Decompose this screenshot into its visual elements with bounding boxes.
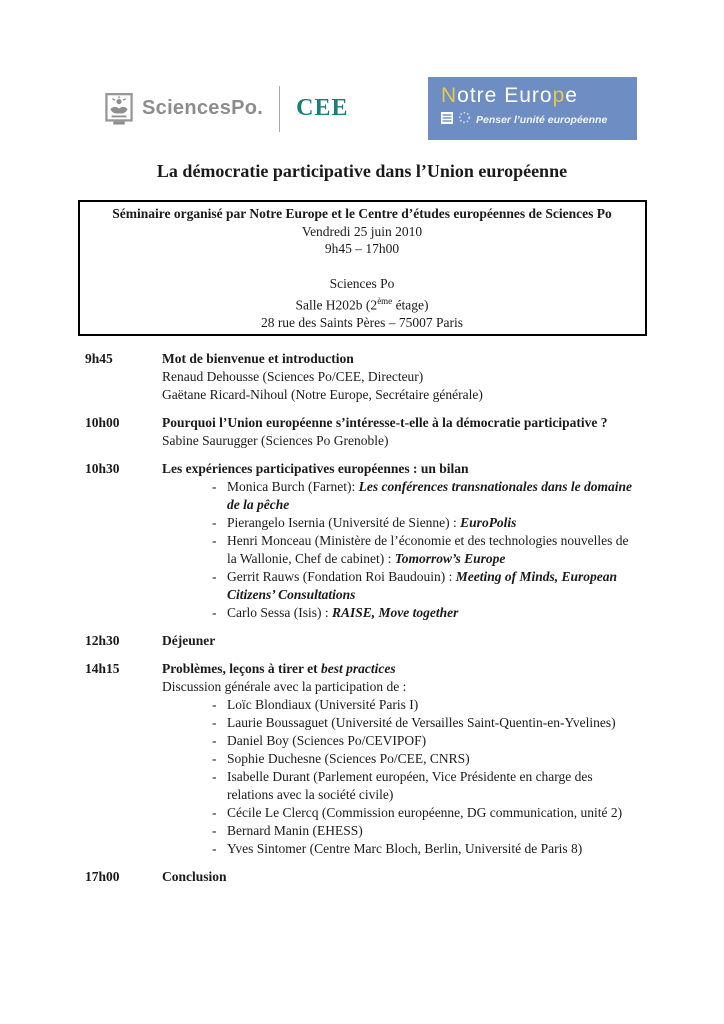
seminar-organizer: Séminaire organisé par Notre Europe et le Centre d’études européennes de Sciences Po [112,206,612,221]
bullet-item [162,804,640,822]
project-title: Meeting of Minds, European Citizens’ Consultations [227,569,618,602]
bullet-item [162,514,640,532]
bullet-dash: - [212,769,217,784]
seminar-date: Vendredi 25 juin 2010 [301,223,423,239]
speaker-name: Isabelle Durant (Parlement européen, Vice Présidente en charge des relations avec la société civile) [227,769,593,802]
speaker-name: Laurie Boussaguet (Université de Versailles Saint-Quentin-en-Yvelines) [227,715,616,730]
bullet-dash: - [212,569,217,584]
schedule-time: 9h45 [85,351,113,366]
speaker-name: Sophie Duchesne (Sciences Po/CEE, CNRS) [227,751,470,766]
sciencespo-wordmark: SciencesPo. [142,97,264,119]
seminar-info-box [78,200,647,336]
speaker-name: Gerrit Rauws (Fondation Roi Baudouin) : [227,569,456,584]
logo-divider [279,86,280,132]
schedule-item [85,460,640,622]
speaker-name: Henri Monceau (Ministère de l’économie et des technologies nouvelles de la Wallonie, Chef de cabinet) : [227,533,629,566]
lined-square-icon [441,111,453,129]
speaker-name: Loïc Blondiaux (Université Paris I) [227,697,419,712]
bullet-dash: - [212,751,217,766]
bullet-text [227,768,640,804]
header [0,0,724,140]
speaker-name: Yves Sintomer (Centre Marc Bloch, Berlin, Université de Paris 8) [227,841,583,856]
bullet-text [227,714,640,732]
schedule-body [162,868,640,886]
bullet-item [162,532,640,568]
session-subtitle: Discussion générale avec la participation de : [162,679,407,694]
schedule-body [162,632,640,650]
bullet-dash: - [212,479,217,494]
speaker-line: Renaud Dehousse (Sciences Po/CEE, Directeur) [162,369,424,384]
session-title: Conclusion [162,869,227,884]
session-title: Déjeuner [162,633,216,648]
bullet-dash: - [212,533,217,548]
schedule-item [85,868,640,886]
session-title: Pourquoi l’Union européenne s’intéresse-t-elle à la démocratie participative ? [162,415,608,430]
bullet-dash: - [212,715,217,730]
bullet-text [227,532,640,568]
project-title: EuroPolis [460,515,517,530]
project-title: Tomorrow’s Europe [394,551,506,566]
bullet-text [227,696,640,714]
bullet-text [227,732,640,750]
speaker-name: Bernard Manin (EHESS) [227,823,363,838]
venue-name: Sciences Po [329,276,395,291]
project-title: RAISE, Move together [332,605,459,620]
bullet-dash: - [212,841,217,856]
speaker-name: Monica Burch (Farnet): [227,479,359,494]
bullet-dash: - [212,697,217,712]
schedule-body [162,660,640,858]
seminar-hours: 9h45 – 17h00 [324,241,400,256]
bullet-text [227,750,640,768]
bullet-dash: - [212,805,217,820]
bullet-text [227,822,640,840]
bullet-item [162,478,640,514]
schedule-item [85,350,640,404]
session-title-text: Problèmes, leçons à tirer et [162,661,321,676]
sciencespo-crest-icon [105,93,133,125]
bullet-item [162,714,640,732]
schedule-time: 10h30 [85,461,120,476]
venue-room [84,293,641,314]
notre-europe-wordmark [441,84,637,107]
bullet-text [227,840,640,858]
session-title-italic: best practices [320,661,396,676]
schedule-item [85,632,640,650]
bullet-dash: - [212,733,217,748]
schedule-body [162,414,640,450]
notre-europe-letter-n: N [441,84,458,107]
bullet-text [227,804,640,822]
bullet-item [162,750,640,768]
session-title: Mot de bienvenue et introduction [162,351,354,366]
bullet-dash: - [212,823,217,838]
schedule-body [162,460,640,622]
bullet-dash: - [212,515,217,530]
bullet-text [227,568,640,604]
notre-europe-tagline-row [441,111,637,129]
bullet-dash: - [212,605,217,620]
speaker-name: Daniel Boy (Sciences Po/CEVIPOF) [227,733,427,748]
schedule-item [85,660,640,858]
session-title: Les expériences participatives européennes : un bilan [162,461,469,476]
bullet-text [227,604,640,622]
notre-europe-letter-p: p [552,84,566,107]
bullet-text [227,514,640,532]
schedule [85,350,640,886]
cee-wordmark: CEE [296,95,349,121]
bullet-item [162,732,640,750]
venue-address: 28 rue des Saints Pères – 75007 Paris [260,314,464,330]
speaker-name: Pierangelo Isernia (Université de Sienne) : [227,515,461,530]
star-circle-icon [458,111,471,129]
speaker-name: Carlo Sessa (Isis) : [227,605,332,620]
schedule-time: 14h15 [85,661,120,676]
speaker-line: Gaëtane Ricard-Nihoul (Notre Europe, Secrétaire générale) [162,387,483,402]
notre-europe-tagline: Penser l’unité européenne [476,114,608,126]
sciencespo-logo [105,77,349,140]
room-superscript: ème [377,295,393,306]
notre-europe-letter-e: e [565,84,578,107]
room-text: Salle H202b (2 [295,297,378,312]
schedule-body [162,350,640,404]
bullet-item [162,696,640,714]
schedule-item [85,414,640,450]
notre-europe-letters: otre Euro [457,84,553,107]
schedule-time: 17h00 [85,869,120,884]
document-title: La démocratie participative dans l’Union européenne [156,161,568,181]
room-text-end: étage) [392,297,429,312]
bullet-item [162,840,640,858]
project-title: Les conférences transnationales dans le domaine de la pêche [227,479,632,512]
bullet-item [162,568,640,604]
bullet-item [162,604,640,622]
spacer [84,258,641,276]
schedule-time: 12h30 [85,633,120,648]
bullet-item [162,822,640,840]
session-title [162,660,640,678]
speaker-line: Sabine Saurugger (Sciences Po Grenoble) [162,433,389,448]
bullet-item [162,768,640,804]
speaker-name: Cécile Le Clercq (Commission européenne, DG communication, unité 2) [227,805,623,820]
schedule-time: 10h00 [85,415,120,430]
notre-europe-logo [428,77,637,140]
bullet-text [227,478,640,514]
